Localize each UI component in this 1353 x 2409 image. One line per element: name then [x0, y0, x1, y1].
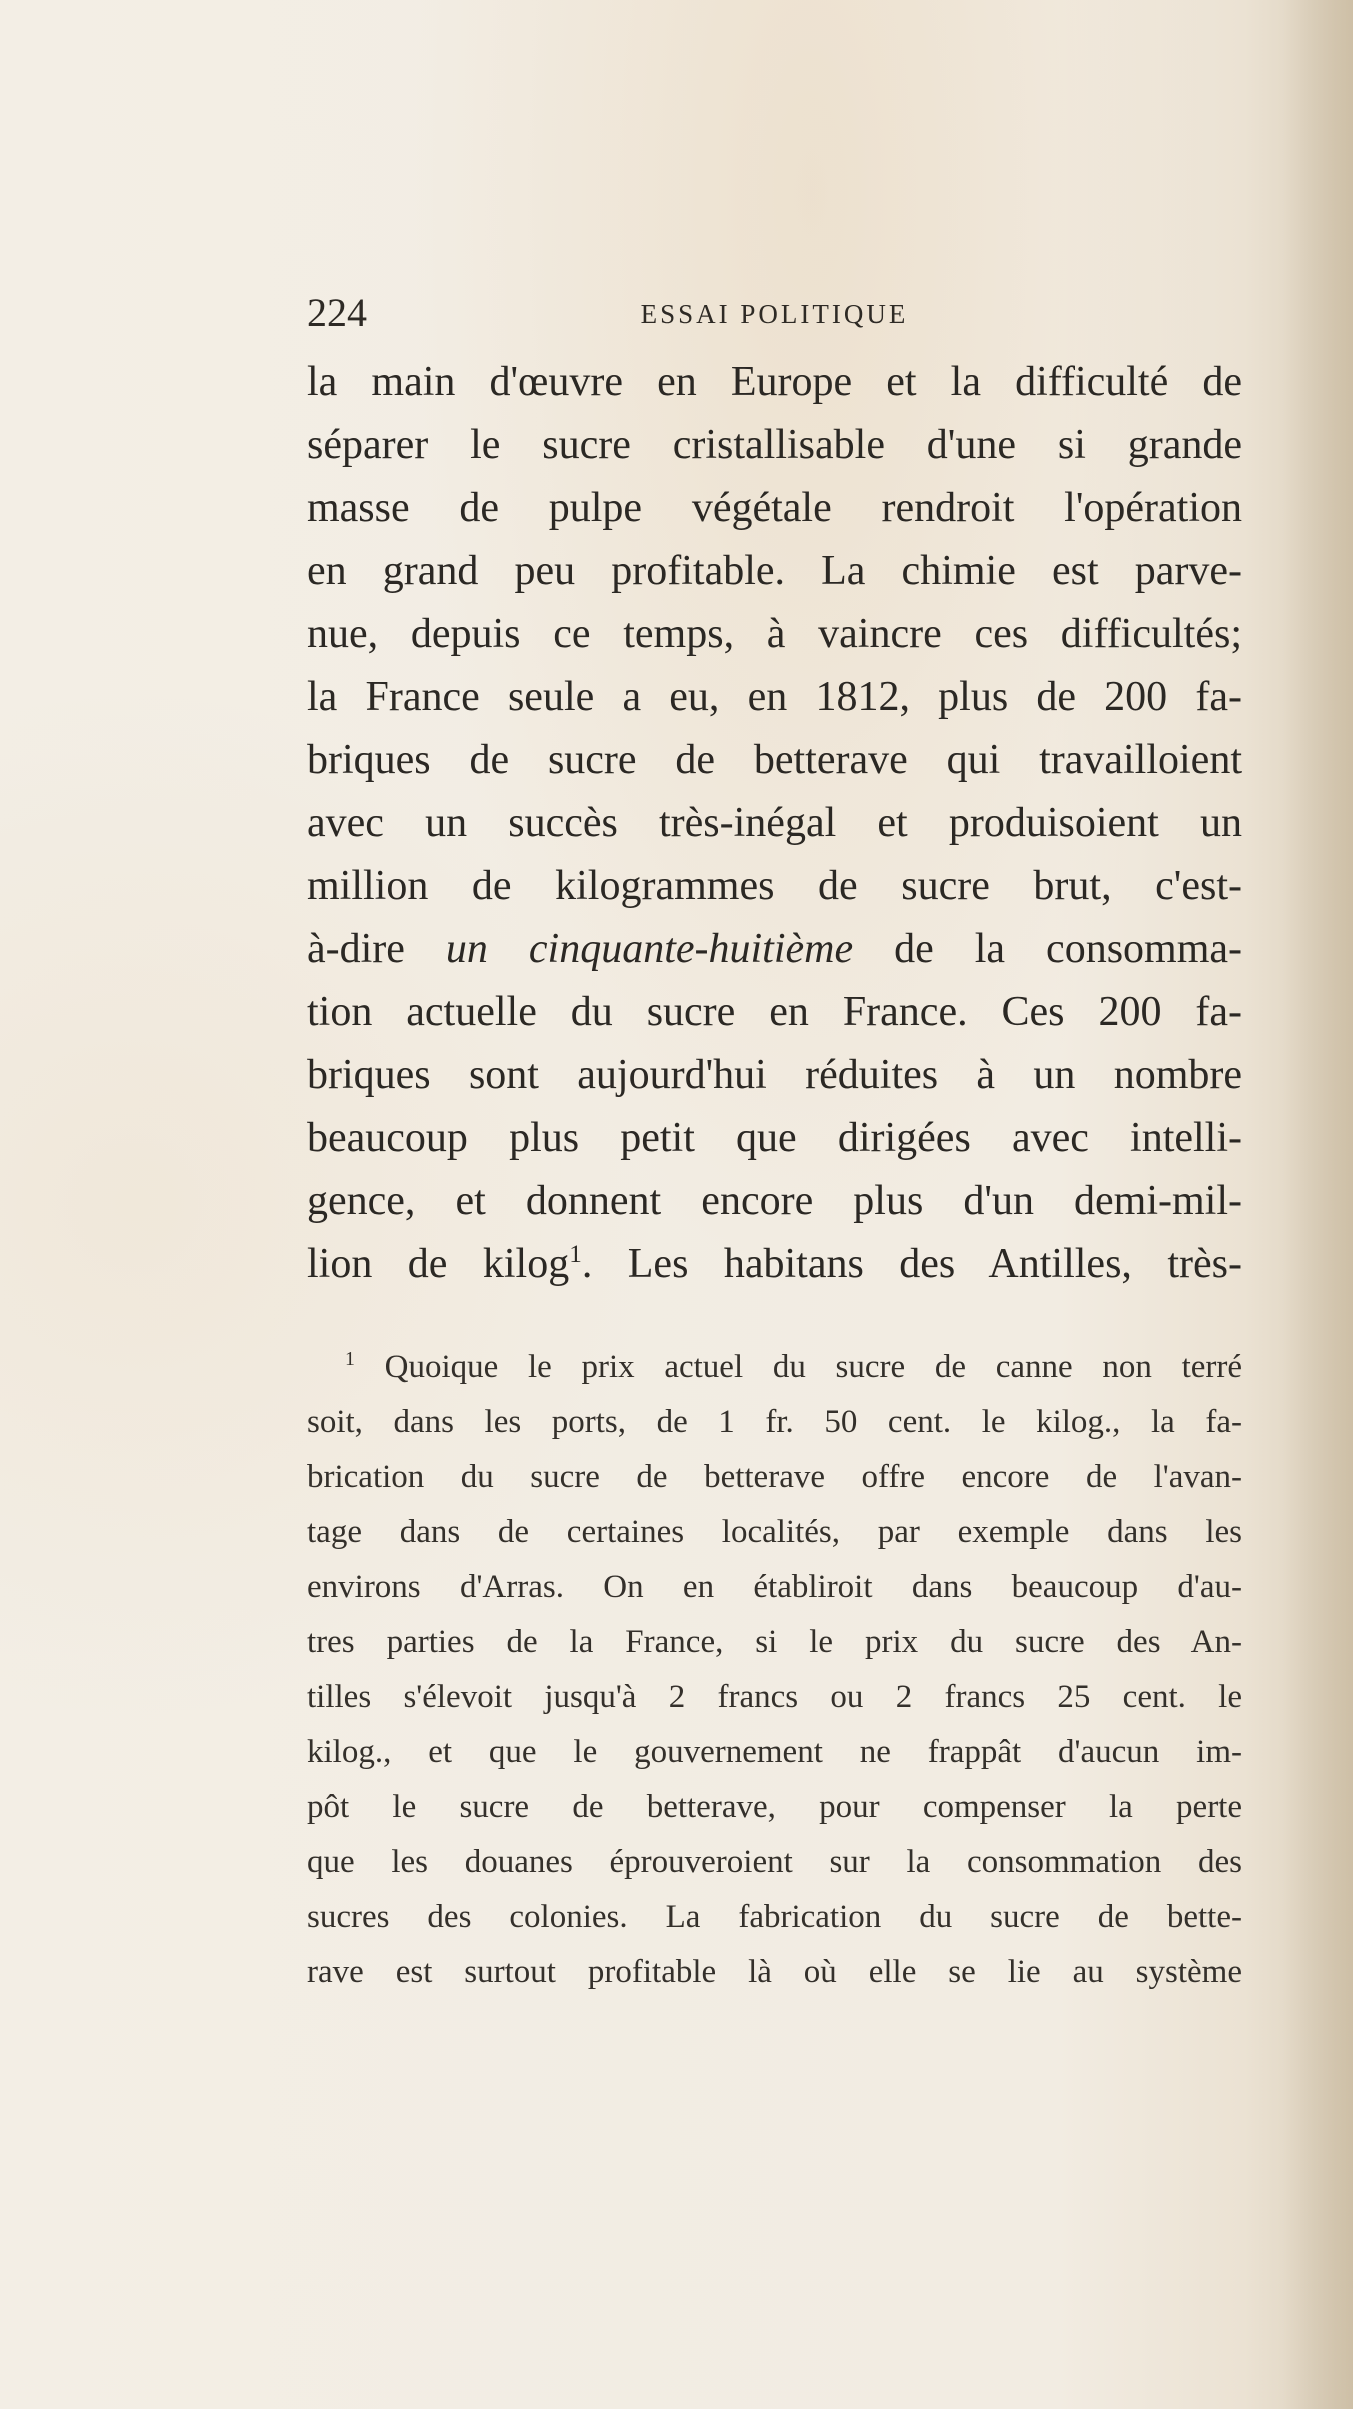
- page-header: [307, 288, 1242, 338]
- body-line: tion actuelle du sucre en France. Ces 200 fa-: [307, 989, 1242, 1035]
- footnote-line: que les douanes éprouveroient sur la consommation des: [307, 1844, 1242, 1880]
- text-segment: lion de kilog: [307, 1241, 570, 1287]
- body-line-with-note: [307, 1233, 1242, 1296]
- footnote-line: pôt le sucre de betterave, pour compenser la perte: [307, 1789, 1242, 1825]
- footnote-line: tilles s'élevoit jusqu'à 2 francs ou 2 francs 25 cent. le: [307, 1679, 1242, 1715]
- body-line: la France seule a eu, en 1812, plus de 200 fa-: [307, 674, 1242, 720]
- footnote-line: brication du sucre de betterave offre encore de l'avan-: [307, 1459, 1242, 1495]
- body-line: avec un succès très-inégal et produisoient un: [307, 800, 1242, 846]
- footnote-line: tres parties de la France, si le prix du sucre des An-: [307, 1624, 1242, 1660]
- body-line: briques sont aujourd'hui réduites à un nombre: [307, 1052, 1242, 1098]
- page-number: 224: [307, 290, 367, 335]
- italic-phrase: un cinquante-huitième: [445, 926, 854, 972]
- body-line: nue, depuis ce temps, à vaincre ces difficultés;: [307, 611, 1242, 657]
- body-line: briques de sucre de betterave qui travailloient: [307, 737, 1242, 783]
- footnote-line: sucres des colonies. La fabrication du sucre de bette-: [307, 1899, 1242, 1935]
- footnote-mark: 1: [345, 1348, 355, 1371]
- body-line: masse de pulpe végétale rendroit l'opération: [307, 485, 1242, 531]
- text-segment: à-dire: [307, 926, 446, 972]
- body-text: [307, 351, 1242, 1296]
- footnote-line: tage dans de certaines localités, par exemple dans les: [307, 1514, 1242, 1550]
- footnote-reference: 1: [569, 1240, 582, 1268]
- body-line: million de kilogrammes de sucre brut, c'est-: [307, 863, 1242, 909]
- text-segment: Quoique le prix actuel du sucre de canne non terré: [384, 1349, 1243, 1385]
- footnote-line: rave est surtout profitable là où elle se lie au système: [307, 1954, 1242, 1990]
- footnote-line: kilog., et que le gouvernement ne frappât d'aucun im-: [307, 1734, 1242, 1770]
- footnote-line: [307, 1340, 1242, 1395]
- body-line: gence, et donnent encore plus d'un demi-mil-: [307, 1178, 1242, 1224]
- body-line: en grand peu profitable. La chimie est parve-: [307, 548, 1242, 594]
- page-edge-shadow: [1283, 0, 1353, 2409]
- body-line-with-italic: [307, 918, 1242, 981]
- text-segment: . Les habitans des Antilles, très-: [581, 1241, 1242, 1287]
- running-title: ESSAI POLITIQUE: [640, 299, 909, 329]
- text-segment: de la consomma-: [853, 926, 1242, 972]
- footnote-line: soit, dans les ports, de 1 fr. 50 cent. le kilog., la fa-: [307, 1404, 1242, 1440]
- footnote-line: environs d'Arras. On en établiroit dans beaucoup d'au-: [307, 1569, 1242, 1605]
- body-line: la main d'œuvre en Europe et la difficulté de: [307, 359, 1242, 405]
- footnote: [307, 1340, 1242, 2000]
- body-line: séparer le sucre cristallisable d'une si grande: [307, 422, 1242, 468]
- body-line: beaucoup plus petit que dirigées avec intelli-: [307, 1115, 1242, 1161]
